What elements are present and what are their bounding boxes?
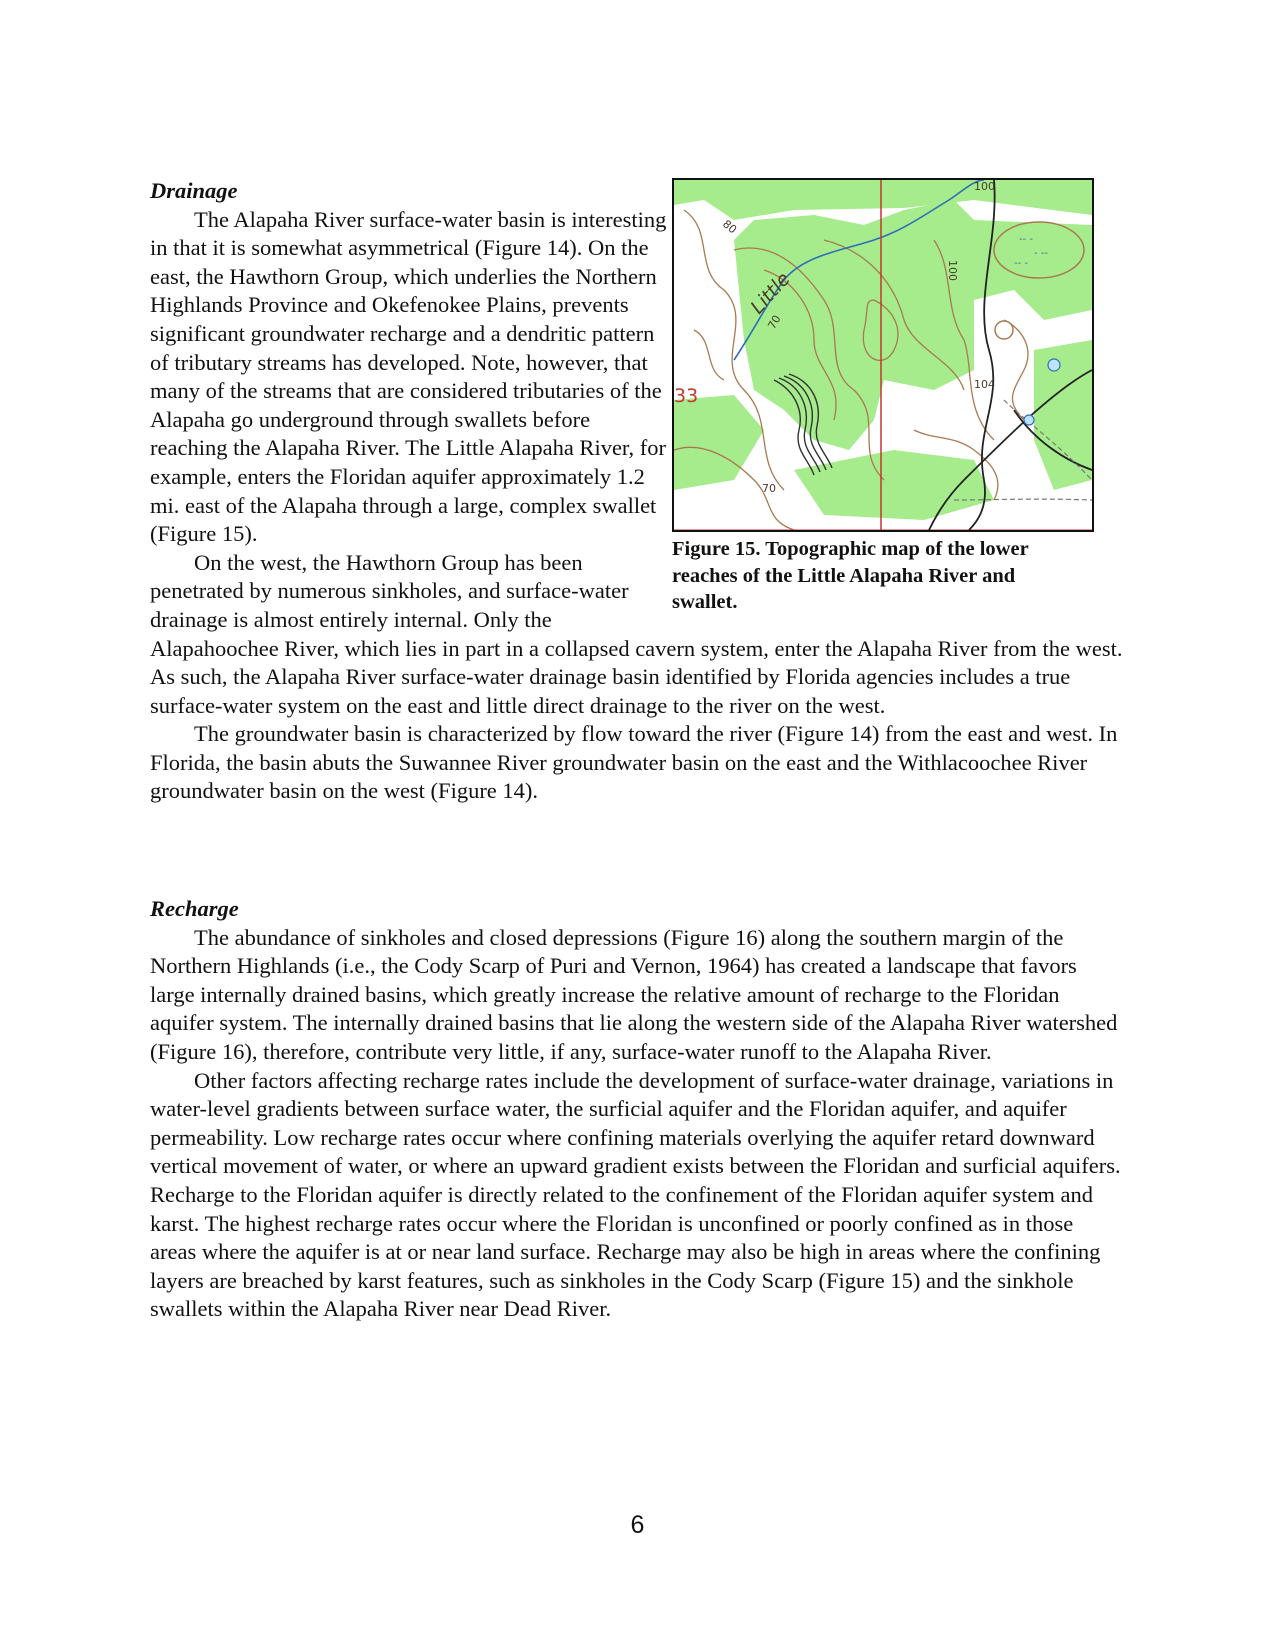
map-label-contour: 70 xyxy=(762,482,776,495)
map-label-contour: 104 xyxy=(974,378,995,391)
topographic-map-drawing xyxy=(674,180,1092,530)
page-number: 6 xyxy=(630,1511,645,1539)
drainage-heading: Drainage xyxy=(150,178,238,203)
recharge-paragraph-1: The abundance of sinkholes and closed depressions (Figure 16) along the southern margin of the Northern Highlands (i.e., the Cody Scarp of Puri and Vernon, 1964) has created a landscape that favors large internally drained basins, which greatly increase the relative amount of recharge to the Floridan aquifer system. The internally drained basins that lie along the western side of the Alapaha River watershed (Figure 16), therefore, contribute very little, if any, surface-water runoff to the Alapaha River. xyxy=(150,924,1118,1064)
recharge-paragraph-2: Other factors affecting recharge rates include the development of surface-water drainage, variations in water-level gradients between surface water, the surficial aquifer and the Floridan aquifer, and aquifer permeability. Low recharge rates occur where confining materials overlying the aquifer retard downward vertical movement of water, or where an upward gradient exists between the Floridan and surficial aquifers. Recharge to the Floridan aquifer is directly related to the confinement of the Floridan aquifer system and karst. The highest recharge rates occur where the Floridan is unconfined or poorly confined as in those areas where the aquifer is at or near land surface. Recharge may also be high in areas where the confining layers are breached by karst features, such as sinkholes in the Cody Scarp (Figure 15) and the sinkhole swallets within the Alapaha River near Dead River. xyxy=(150,1067,1121,1322)
pond xyxy=(1048,359,1060,371)
svg-text:-- -: -- - xyxy=(1014,258,1029,269)
map-label-contour: 70 xyxy=(765,312,784,332)
drainage-paragraph-3: The groundwater basin is characterized by flow toward the river (Figure 14) from the east and west. In Florida, the basin abuts the Suwannee River groundwater basin on the east and the Withlacoochee River groundwater basin on the west (Figure 14). xyxy=(150,721,1118,804)
map-label-section: 33 xyxy=(674,385,699,407)
recharge-section xyxy=(150,895,1125,1324)
drainage-paragraph-1: The Alapaha River surface-water basin is interesting in that it is somewhat asymmetrical (Figure 14). On the east, the Hawthorn Group, which underlies the Northern Highlands Province and Okefenokee Plains, prevents significant groundwater recharge and a dendritic pattern of tributary streams has developed. Note, however, that many of the streams that are considered tributaries of the Alapaha go underground through swallets before reaching the Alapaha River. The Little Alapaha River, for example, enters the Floridan aquifer approximately 1.2 mi. east of the Alapaha through a large, complex swallet (Figure 15). xyxy=(150,206,667,547)
figure-15 xyxy=(672,178,1094,616)
pond xyxy=(1024,415,1034,425)
map-label-river: Little xyxy=(746,268,795,319)
recharge-heading: Recharge xyxy=(150,896,239,921)
map-label-contour: 100 xyxy=(946,260,959,281)
map-label-contour: 100 xyxy=(974,180,995,193)
map-label-contour: 80 xyxy=(720,217,740,237)
drainage-paragraph-2: On the west, the Hawthorn Group has been penetrated by numerous sinkholes, and surface-water drainage is almost entirely internal. Only the Alapahoochee River, which lies in part in a collapsed cavern system, enter the Alapaha River from the west. As such, the Alapaha River surface-water drainage basin identified by Florida agencies includes a true surface-water system on the east and little direct drainage to the river on the west. xyxy=(150,549,1123,718)
pond xyxy=(995,321,1013,339)
topographic-map xyxy=(672,178,1094,532)
figure-caption: Figure 15. Topographic map of the lower reaches of the Little Alapaha River and swallet. xyxy=(672,538,1029,613)
svg-text:-- -: -- - xyxy=(1019,234,1034,245)
svg-text:- --: - -- xyxy=(1034,248,1049,259)
